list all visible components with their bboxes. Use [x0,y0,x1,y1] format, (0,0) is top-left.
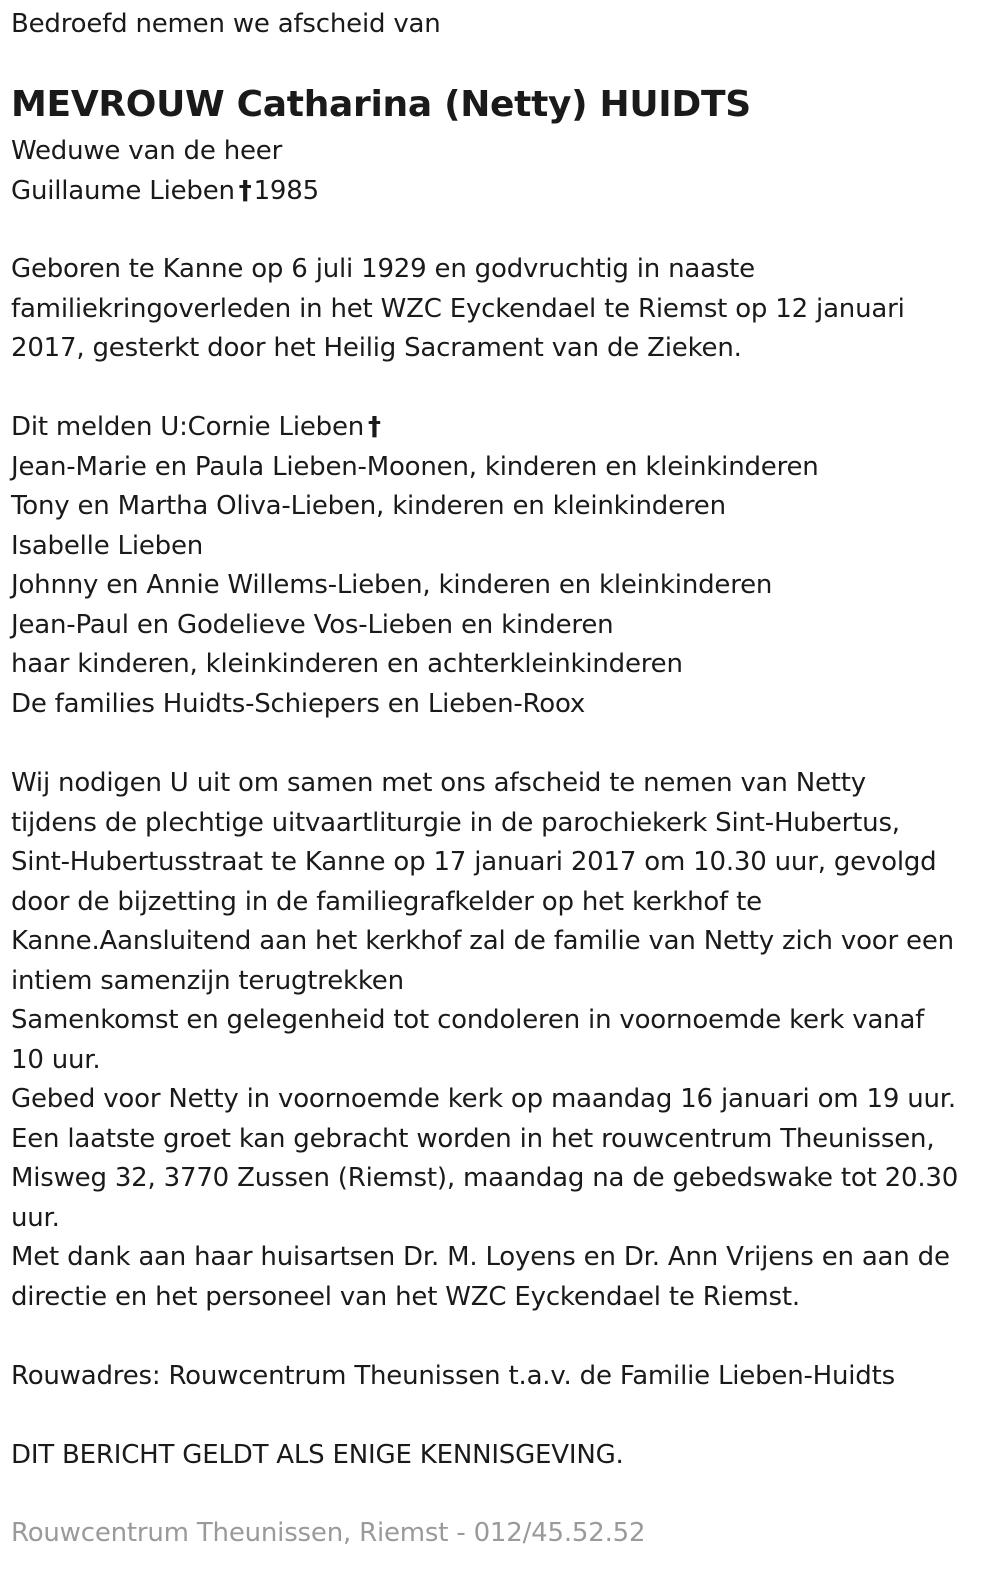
invitation-line: Sint-Hubertusstraat te Kanne op 17 januari 2017 om 10.30 uur, gevolgd [11,847,937,877]
invitation-line: Met dank aan haar huisartsen Dr. M. Loyens en Dr. Ann Vrijens en aan de [11,1242,950,1272]
family-member: De families Huidts-Schiepers en Lieben-Roox [11,688,586,719]
birth-death-line: 2017, gesterkt door het Heilig Sacrament van de Zieken. [11,333,742,363]
family-member: Jean-Marie en Paula Lieben-Moonen, kinderen en kleinkinderen [11,451,819,482]
widow-line: Weduwe van de heer [11,136,283,166]
family-block [11,408,819,724]
invitation-line: door de bijzetting in de familiegrafkelder op het kerkhof te [11,886,762,917]
invitation-line: intiem samenzijn terugtrekken [11,965,404,996]
spouse-line [11,172,319,212]
spouse-death-year: 1985 [253,175,319,206]
invitation-line: Een laatste groet kan gebracht worden in het rouwcentrum Theunissen, [11,1123,935,1154]
family-first-line [11,408,819,448]
birth-death-line: Geboren te Kanne op 6 juli 1929 en godvruchtig in naaste [11,254,755,284]
invitation-line: 10 uur. [11,1044,101,1075]
family-member: Jean-Paul en Godelieve Vos-Lieben en kinderen [11,609,614,640]
family-intro: Dit melden U:Cornie Lieben [11,412,365,442]
invitation-line: uur. [11,1202,60,1233]
family-member: Tony en Martha Oliva-Lieben, kinderen en kleinkinderen [11,491,726,521]
birth-death-line: familiekringoverleden in het WZC Eyckendael te Riemst op 12 januari [11,293,905,324]
notice-text: DIT BERICHT GELDT ALS ENIGE KENNISGEVING. [11,1440,624,1470]
invitation-line: Samenkomst en gelegenheid tot condoleren in voornoemde kerk vanaf [11,1005,925,1035]
widow-block [11,132,319,211]
spouse-name: Guillaume Lieben [11,175,235,206]
invitation-line: directie en het personeel van het WZC Eyckendael te Riemst. [11,1281,800,1312]
invitation-line: Gebed voor Netty in voornoemde kerk op maandag 16 januari om 19 uur. [11,1084,956,1114]
notice-block [11,1436,624,1476]
intro-text: Bedroefd nemen we afscheid van [11,9,441,39]
family-member: haar kinderen, kleinkinderen en achterkleinkinderen [11,649,683,679]
cross-icon: † [368,412,381,442]
family-member: Isabelle Lieben [11,530,204,561]
deceased-name: MEVROUW Catharina (Netty) HUIDTS [11,84,751,125]
family-member: Johnny en Annie Willems-Lieben, kinderen en kleinkinderen [11,570,773,600]
invitation-line: Misweg 32, 3770 Zussen (Riemst), maandag na de gebedswake tot 20.30 [11,1163,959,1193]
footer-text: Rouwcentrum Theunissen, Riemst - 012/45.52.52 [11,1518,646,1548]
invitation-line: Wij nodigen U uit om samen met ons afscheid te nemen van Netty [11,768,866,798]
birth-death-block [11,250,905,369]
cross-icon: † [238,175,252,206]
invitation-line: tijdens de plechtige uitvaartliturgie in de parochiekerk Sint-Hubertus, [11,807,900,838]
invitation-block [11,764,958,1317]
mourning-address: Rouwadres: Rouwcentrum Theunissen t.a.v. de Familie Lieben-Huidts [11,1361,895,1391]
address-block [11,1357,895,1397]
invitation-line: Kanne.Aansluitend aan het kerkhof zal de familie van Netty zich voor een [11,926,954,956]
